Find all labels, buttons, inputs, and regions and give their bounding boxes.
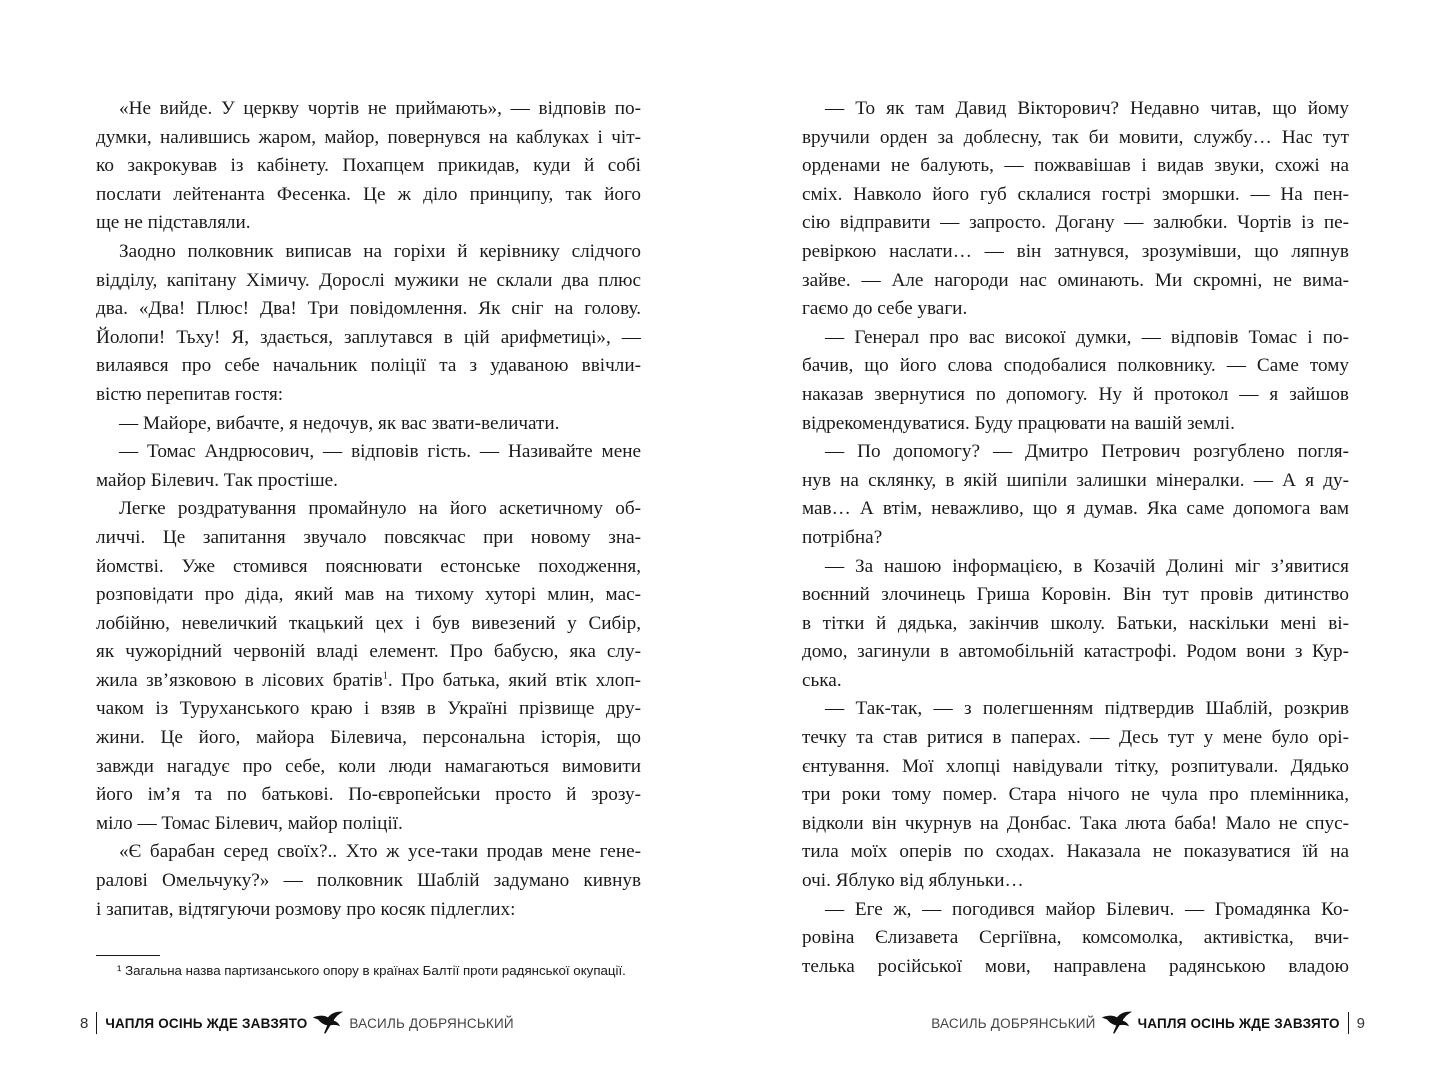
text-line: — По допомогу? — Дмитро Петрович розгублено погля-: [825, 441, 1349, 463]
text-line: майор Білевич. Так простіше.: [96, 469, 338, 491]
text-line: сію відправити — запросто. Догану — залюбки. Чортів із пе-: [802, 212, 1349, 234]
text-line: лобійню, невеличкий ткацький цех і був вивезений у Сибір,: [96, 612, 641, 634]
text-line: єнтування. Мої хлопці навідували тітку, розпитували. Дядько: [802, 755, 1349, 777]
text-line: «Не вийде. У церкву чортів не приймають», — відповів по-: [119, 98, 641, 119]
text-line: розповідати про діда, який мав на тихому хуторі млин, мас-: [96, 584, 641, 606]
author-name: ВАСИЛЬ ДОБРЯНСЬКИЙ: [931, 1015, 1096, 1031]
book-title: ЧАПЛЯ ОСІНЬ ЖДЕ ЗАВЗЯТО: [1137, 1015, 1340, 1031]
text-line: Заодно полковник виписав на горіхи й керівнику слідчого: [119, 240, 641, 262]
footer-divider: [96, 1012, 97, 1034]
text-line: вилаявся про себе начальник поліції та з удаваною ввічли-: [96, 355, 641, 377]
text-line: наказав звернутися по допомогу. Ну й протокол — я зайшов: [802, 383, 1349, 405]
text-line: відділу, капітану Хімичу. Дорослі мужики не склали два плюс: [96, 269, 641, 291]
text-line: — Томас Андрюсович, — відповів гість. — Називайте мене: [119, 441, 641, 463]
text-line: чаком із Туруханського краю і взяв в Україні прізвище дру-: [96, 698, 641, 720]
heron-icon: [312, 1010, 344, 1036]
text-line: зайве. — Але нагороди нас оминають. Ми скромні, не вима-: [802, 269, 1349, 291]
text-line: потрібна?: [802, 526, 883, 548]
text-line: два. «Два! Плюс! Два! Три повідомлення. Як сніг на голову.: [96, 298, 641, 320]
text-line: міло — Томас Білевич, майор поліції.: [96, 812, 403, 834]
right-page-text: [802, 95, 1349, 981]
text-line: — Генерал про вас високої думки, — відповів Томас і по-: [825, 326, 1349, 348]
text-line: і запитав, відтягуючи розмову про косяк підлеглих:: [96, 898, 516, 920]
footnote-marker: 1: [382, 670, 388, 682]
text-line: течку та став ритися в паперах. — Десь тут у мене було орі-: [802, 727, 1349, 749]
text-line: — Так-так, — з полегшенням підтвердив Шаблій, розкрив: [825, 698, 1349, 720]
text-line: жила зв’язковою в лісових братів$^1$. Про батька, який втік хлоп-: [96, 669, 642, 691]
text-line: бачив, що його слова сподобалися полковнику. — Саме тому: [802, 355, 1349, 377]
text-line: тила моїх оперів по сходах. Наказала не показуватися їй на: [802, 841, 1349, 863]
text-line: як чужорідний червоній владі елемент. Про бабусю, яка слу-: [96, 641, 641, 663]
text-line: домо, загинули в автомобільній катастрофі. Родом вони з Кур-: [802, 641, 1349, 663]
text-line: його ім’я та по батькові. По-європейськи просто й зрозу-: [96, 784, 641, 806]
left-page-footer: [80, 1010, 514, 1036]
footnote-divider: [96, 955, 160, 956]
text-line: відрекомендуватися. Буду працювати на вашій землі.: [802, 412, 1235, 434]
text-line: Легке роздратування промайнуло на його аскетичному об-: [119, 498, 641, 520]
left-page-text: [96, 95, 641, 924]
text-line: послати лейтенанта Фесенка. Це ж діло принципу, так його: [96, 183, 641, 205]
text-line: в тітки й дядька, закінчив школу. Батьки, наскільки мені ві-: [802, 612, 1349, 634]
text-line: нув на склянку, в якій шипіли залишки мінералки. — А я ду-: [802, 469, 1349, 491]
text-line: орденами не балують, — пожвавішав і видав звуки, схожі на: [802, 155, 1349, 177]
page-number: 9: [1356, 1014, 1365, 1032]
book-title: ЧАПЛЯ ОСІНЬ ЖДЕ ЗАВЗЯТО: [105, 1015, 308, 1031]
text-line: жини. Це його, майора Білевича, персональна історія, що: [96, 727, 641, 749]
text-line: — Еге ж, — погодився майор Білевич. — Громадянка Ко-: [825, 898, 1349, 920]
text-line: гаємо до себе уваги.: [802, 298, 968, 320]
text-line: сміх. Навколо його губ склалися гострі зморшки. — На пен-: [802, 183, 1349, 205]
heron-icon: [1101, 1010, 1133, 1036]
text-line: відколи він чкурнув на Донбас. Така люта баба! Мало не спус-: [802, 812, 1349, 834]
text-line: думки, налившись жаром, майор, повернувся на каблуках і чіт-: [96, 126, 641, 148]
text-line: Йолопи! Тьху! Я, здається, заплутався в цій арифметиці», —: [96, 326, 641, 348]
text-line: ралові Омельчуку?» — полковник Шаблій задумано кивнув: [96, 870, 641, 892]
author-name: ВАСИЛЬ ДОБРЯНСЬКИЙ: [349, 1015, 514, 1031]
text-line: вістю перепитав гостя:: [96, 383, 284, 405]
text-line: — То як там Давид Вікторович? Недавно читав, що йому: [825, 98, 1349, 119]
text-line: личчі. Це запитання звучало повсякчас при новому зна-: [96, 526, 641, 548]
text-line: телька російської мови, направлена радянською владою: [802, 955, 1349, 977]
text-line: йомстві. Уже стомився пояснювати естонське походження,: [96, 555, 641, 577]
text-line: завжди нагадує про себе, коли люди намагаються вимовити: [96, 755, 641, 777]
text-line: ровіна Єлизавета Сергіївна, комсомолка, активістка, вчи-: [802, 927, 1349, 949]
text-line: ще не підставляли.: [96, 212, 251, 234]
text-line: — Майоре, вибачте, я недочув, як вас звати-величати.: [119, 412, 560, 434]
page-number: 8: [80, 1014, 89, 1032]
text-line: очі. Яблуко від яблуньки…: [802, 870, 1024, 892]
text-line: ська.: [802, 669, 842, 691]
text-line: «Є барабан серед своїх?.. Хто ж усе-таки продав мене гене-: [119, 841, 641, 863]
text-line: вручили орден за доблесну, так би мовити, службу… Нас тут: [802, 126, 1349, 148]
footer-divider: [1348, 1012, 1349, 1034]
text-line: ревіркою наслати… — він затнувся, зрозумівши, що ляпнув: [802, 240, 1349, 262]
footnote: ¹ Загальна назва партизанського опору в країнах Балтії проти радянської окупації.: [117, 963, 626, 978]
text-line: мав… А втім, неважливо, що я думав. Яка саме допомога вам: [802, 498, 1349, 520]
text-line: ко закрокував із кабінету. Похапцем прикидав, куди й собі: [96, 155, 641, 177]
text-line: воєнний злочинець Гриша Коровін. Він тут провів дитинство: [802, 584, 1349, 606]
right-page-footer: [931, 1010, 1365, 1036]
text-line: три роки тому помер. Стара нічого не чула про племінника,: [802, 784, 1349, 806]
text-line: — За нашою інформацією, в Козачій Долині міг з’явитися: [825, 555, 1349, 577]
